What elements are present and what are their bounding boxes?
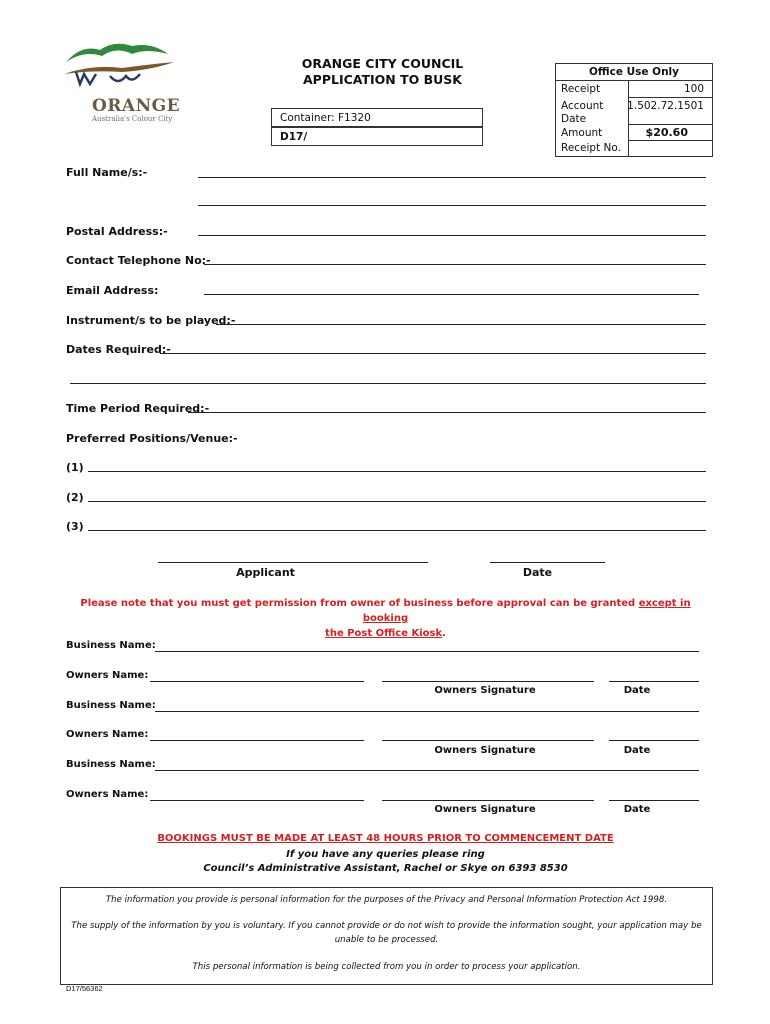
dates-label: Dates Required:- bbox=[66, 343, 171, 356]
record-ref-box: D17/ bbox=[271, 127, 483, 146]
owner-signature-label: Owners Signature bbox=[434, 685, 536, 696]
email-line[interactable] bbox=[204, 294, 699, 295]
position-2-line[interactable] bbox=[88, 501, 706, 502]
office-label-account: Account bbox=[561, 100, 604, 112]
office-label-receipt: Receipt bbox=[561, 83, 601, 95]
position-3-label: (3) bbox=[66, 520, 84, 533]
owner-name-label: Owners Name: bbox=[66, 789, 149, 800]
applicant-signature-line[interactable] bbox=[158, 562, 428, 563]
form-title: APPLICATION TO BUSK bbox=[303, 72, 462, 87]
office-label-date: Date bbox=[561, 113, 587, 125]
dates-line[interactable] bbox=[160, 353, 706, 354]
full-name-label: Full Name/s:- bbox=[66, 166, 148, 179]
office-label-amount: Amount bbox=[561, 127, 603, 139]
privacy-paragraph-3: This personal information is being collected from you in order to process your application. bbox=[192, 962, 581, 972]
positions-label: Preferred Positions/Venue:- bbox=[66, 432, 238, 445]
telephone-label: Contact Telephone No:- bbox=[66, 254, 211, 267]
applicant-date-label: Date bbox=[522, 566, 553, 579]
owner-signature-label: Owners Signature bbox=[434, 804, 536, 815]
council-logo bbox=[62, 40, 182, 125]
document-reference: D17/56362 bbox=[66, 984, 103, 993]
business-name-line[interactable] bbox=[155, 770, 699, 771]
office-value-receipt: 100 bbox=[683, 83, 704, 95]
postal-address-line[interactable] bbox=[198, 235, 706, 236]
applicant-label: Applicant bbox=[236, 566, 295, 579]
office-value-account: 1.502.72.1501 bbox=[627, 100, 704, 112]
bookings-notice: BOOKINGS MUST BE MADE AT LEAST 48 HOURS PRIOR TO COMMENCEMENT DATE bbox=[157, 833, 614, 844]
owner-date-label: Date bbox=[623, 745, 651, 756]
owner-name-line[interactable] bbox=[150, 740, 364, 741]
business-name-line[interactable] bbox=[155, 711, 699, 712]
email-label: Email Address: bbox=[66, 284, 159, 297]
privacy-paragraph-2b: unable to be processed. bbox=[334, 935, 439, 945]
dates-line-2[interactable] bbox=[70, 383, 706, 384]
full-name-line-2[interactable] bbox=[198, 205, 706, 206]
business-name-label: Business Name: bbox=[66, 640, 156, 651]
owner-name-line[interactable] bbox=[150, 800, 364, 801]
privacy-notice-box bbox=[60, 887, 713, 985]
applicant-date-line[interactable] bbox=[490, 562, 605, 563]
owner-signature-label: Owners Signature bbox=[434, 745, 536, 756]
instruments-line[interactable] bbox=[216, 324, 706, 325]
office-label-receipt-no: Receipt No. bbox=[561, 142, 621, 154]
privacy-paragraph-2a: The supply of the information by you is voluntary. If you cannot provide or do not wish to provide the information sought, your application may be bbox=[71, 921, 702, 931]
container-box: Container: F1320 bbox=[271, 108, 483, 127]
telephone-line[interactable] bbox=[204, 264, 706, 265]
owner-date-line[interactable] bbox=[609, 740, 699, 741]
logo-tagline: Australia's Colour City bbox=[92, 115, 173, 123]
orange-logo-icon bbox=[62, 40, 182, 100]
business-name-label: Business Name: bbox=[66, 759, 156, 770]
postal-address-label: Postal Address:- bbox=[66, 225, 168, 238]
office-use-table bbox=[555, 63, 713, 157]
privacy-paragraph-1: The information you provide is personal information for the purposes of the Privacy and Personal Information Protection Act 1998. bbox=[105, 895, 668, 905]
owner-date-line[interactable] bbox=[609, 681, 699, 682]
instruments-label: Instrument/s to be played:- bbox=[66, 314, 236, 327]
owner-date-label: Date bbox=[623, 804, 651, 815]
owner-name-label: Owners Name: bbox=[66, 729, 149, 740]
queries-text: If you have any queries please ring bbox=[286, 849, 485, 860]
position-1-line[interactable] bbox=[88, 471, 706, 472]
owner-signature-line[interactable] bbox=[382, 800, 594, 801]
business-name-line[interactable] bbox=[155, 651, 699, 652]
owner-date-label: Date bbox=[623, 685, 651, 696]
owner-signature-line[interactable] bbox=[382, 740, 594, 741]
time-period-line[interactable] bbox=[188, 412, 706, 413]
full-name-line[interactable] bbox=[198, 177, 706, 178]
owner-name-label: Owners Name: bbox=[66, 670, 149, 681]
office-value-amount: $20.60 bbox=[645, 126, 688, 139]
owner-name-line[interactable] bbox=[150, 681, 364, 682]
position-3-line[interactable] bbox=[88, 530, 706, 531]
time-period-label: Time Period Required:- bbox=[66, 402, 210, 415]
position-1-label: (1) bbox=[66, 461, 84, 474]
owner-date-line[interactable] bbox=[609, 800, 699, 801]
contact-text: Council’s Administrative Assistant, Rachel or Skye on 6393 8530 bbox=[203, 863, 568, 874]
position-2-label: (2) bbox=[66, 491, 84, 504]
logo-wordmark: ORANGE bbox=[92, 96, 181, 116]
office-use-title: Office Use Only bbox=[556, 64, 712, 81]
owner-signature-line[interactable] bbox=[382, 681, 594, 682]
business-name-label: Business Name: bbox=[66, 700, 156, 711]
org-title: ORANGE CITY COUNCIL bbox=[301, 56, 464, 71]
permission-note: Please note that you must get permission from owner of business before approval can be granted except in booking the Post Office Kiosk. bbox=[80, 598, 691, 639]
